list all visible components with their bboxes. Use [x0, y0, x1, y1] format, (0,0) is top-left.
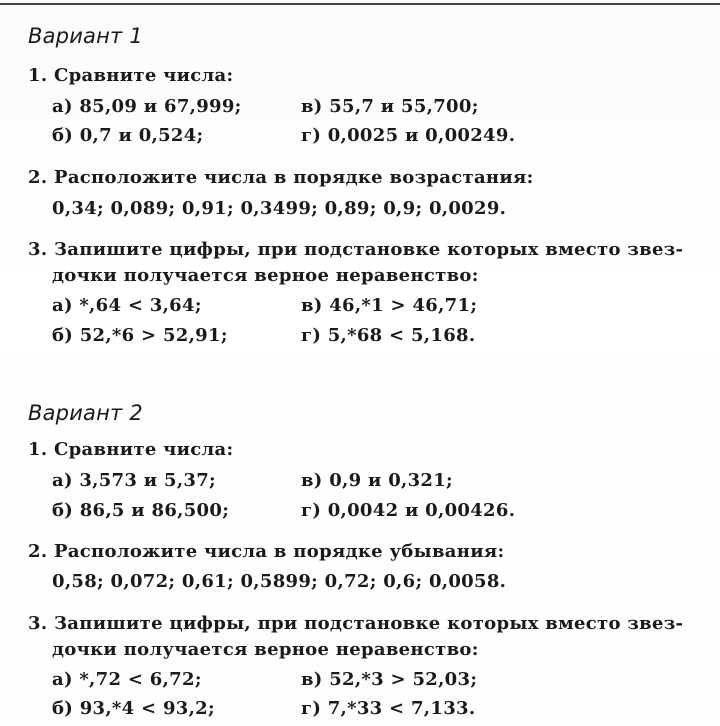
v2-task1-b: б) 86,5 и 86,500;	[52, 500, 230, 521]
v1-task1-a: а) 85,09 и 67,999;	[52, 96, 242, 117]
v2-task3-text-line2: дочки получается верное неравенство:	[52, 639, 479, 660]
v2-task3-b: б) 93,*4 < 93,2;	[52, 698, 215, 719]
v1-task1-g: г) 0,0025 и 0,00249.	[301, 125, 516, 146]
v2-task3-text-line1: Запишите цифры, при подстановке которых вместо звез-	[53, 613, 684, 634]
v1-task1-heading	[28, 66, 233, 86]
v1-task3-b: б) 52,*6 > 52,91;	[52, 325, 228, 346]
v2-task2-values: 0,58; 0,072; 0,61; 0,5899; 0,72; 0,6; 0,0058.	[52, 571, 507, 592]
v2-task3-a: а) *,72 < 6,72;	[52, 669, 202, 690]
v1-task2-heading	[28, 168, 534, 188]
v1-task2-text: Расположите числа в порядке возрастания:	[53, 167, 534, 188]
v1-task2-number: 2.	[28, 167, 48, 188]
v1-task3-a: а) *,64 < 3,64;	[52, 295, 202, 316]
v2-task1-a: а) 3,573 и 5,37;	[52, 470, 216, 491]
v2-task1-g: г) 0,0042 и 0,00426.	[301, 500, 516, 521]
v2-task2-heading	[28, 542, 504, 562]
v1-task1-number: 1.	[28, 65, 48, 86]
v2-task3-g: г) 7,*33 < 7,133.	[301, 698, 476, 719]
v2-task1-number: 1.	[28, 439, 48, 460]
v2-task1-v: в) 0,9 и 0,321;	[301, 470, 453, 491]
v1-task2-values: 0,34; 0,089; 0,91; 0,3499; 0,89; 0,9; 0,0029.	[52, 198, 507, 219]
v2-task2-number: 2.	[28, 541, 48, 562]
v1-task3-number: 3.	[28, 239, 48, 260]
v1-task3-heading	[28, 240, 683, 260]
v1-task3-v: в) 46,*1 > 46,71;	[301, 295, 478, 316]
v2-task3-v: в) 52,*3 > 52,03;	[301, 669, 478, 690]
v2-task3-heading	[28, 614, 683, 634]
v1-task1-text: Сравните числа:	[53, 65, 234, 86]
v1-task3-text-line1: Запишите цифры, при подстановке которых вместо звез-	[53, 239, 684, 260]
v1-task3-g: г) 5,*68 < 5,168.	[301, 325, 476, 346]
v2-task3-number: 3.	[28, 613, 48, 634]
v2-task1-heading	[28, 440, 233, 460]
v2-task2-text: Расположите числа в порядке убывания:	[53, 541, 505, 562]
v1-task1-b: б) 0,7 и 0,524;	[52, 125, 204, 146]
top-border-line	[0, 3, 720, 5]
variant-2-title: Вариант 2	[28, 401, 143, 425]
v2-task1-text: Сравните числа:	[53, 439, 234, 460]
v1-task1-v: в) 55,7 и 55,700;	[301, 96, 479, 117]
v1-task3-text-line2: дочки получается верное неравенство:	[52, 265, 479, 286]
variant-1-title: Вариант 1	[28, 24, 143, 48]
